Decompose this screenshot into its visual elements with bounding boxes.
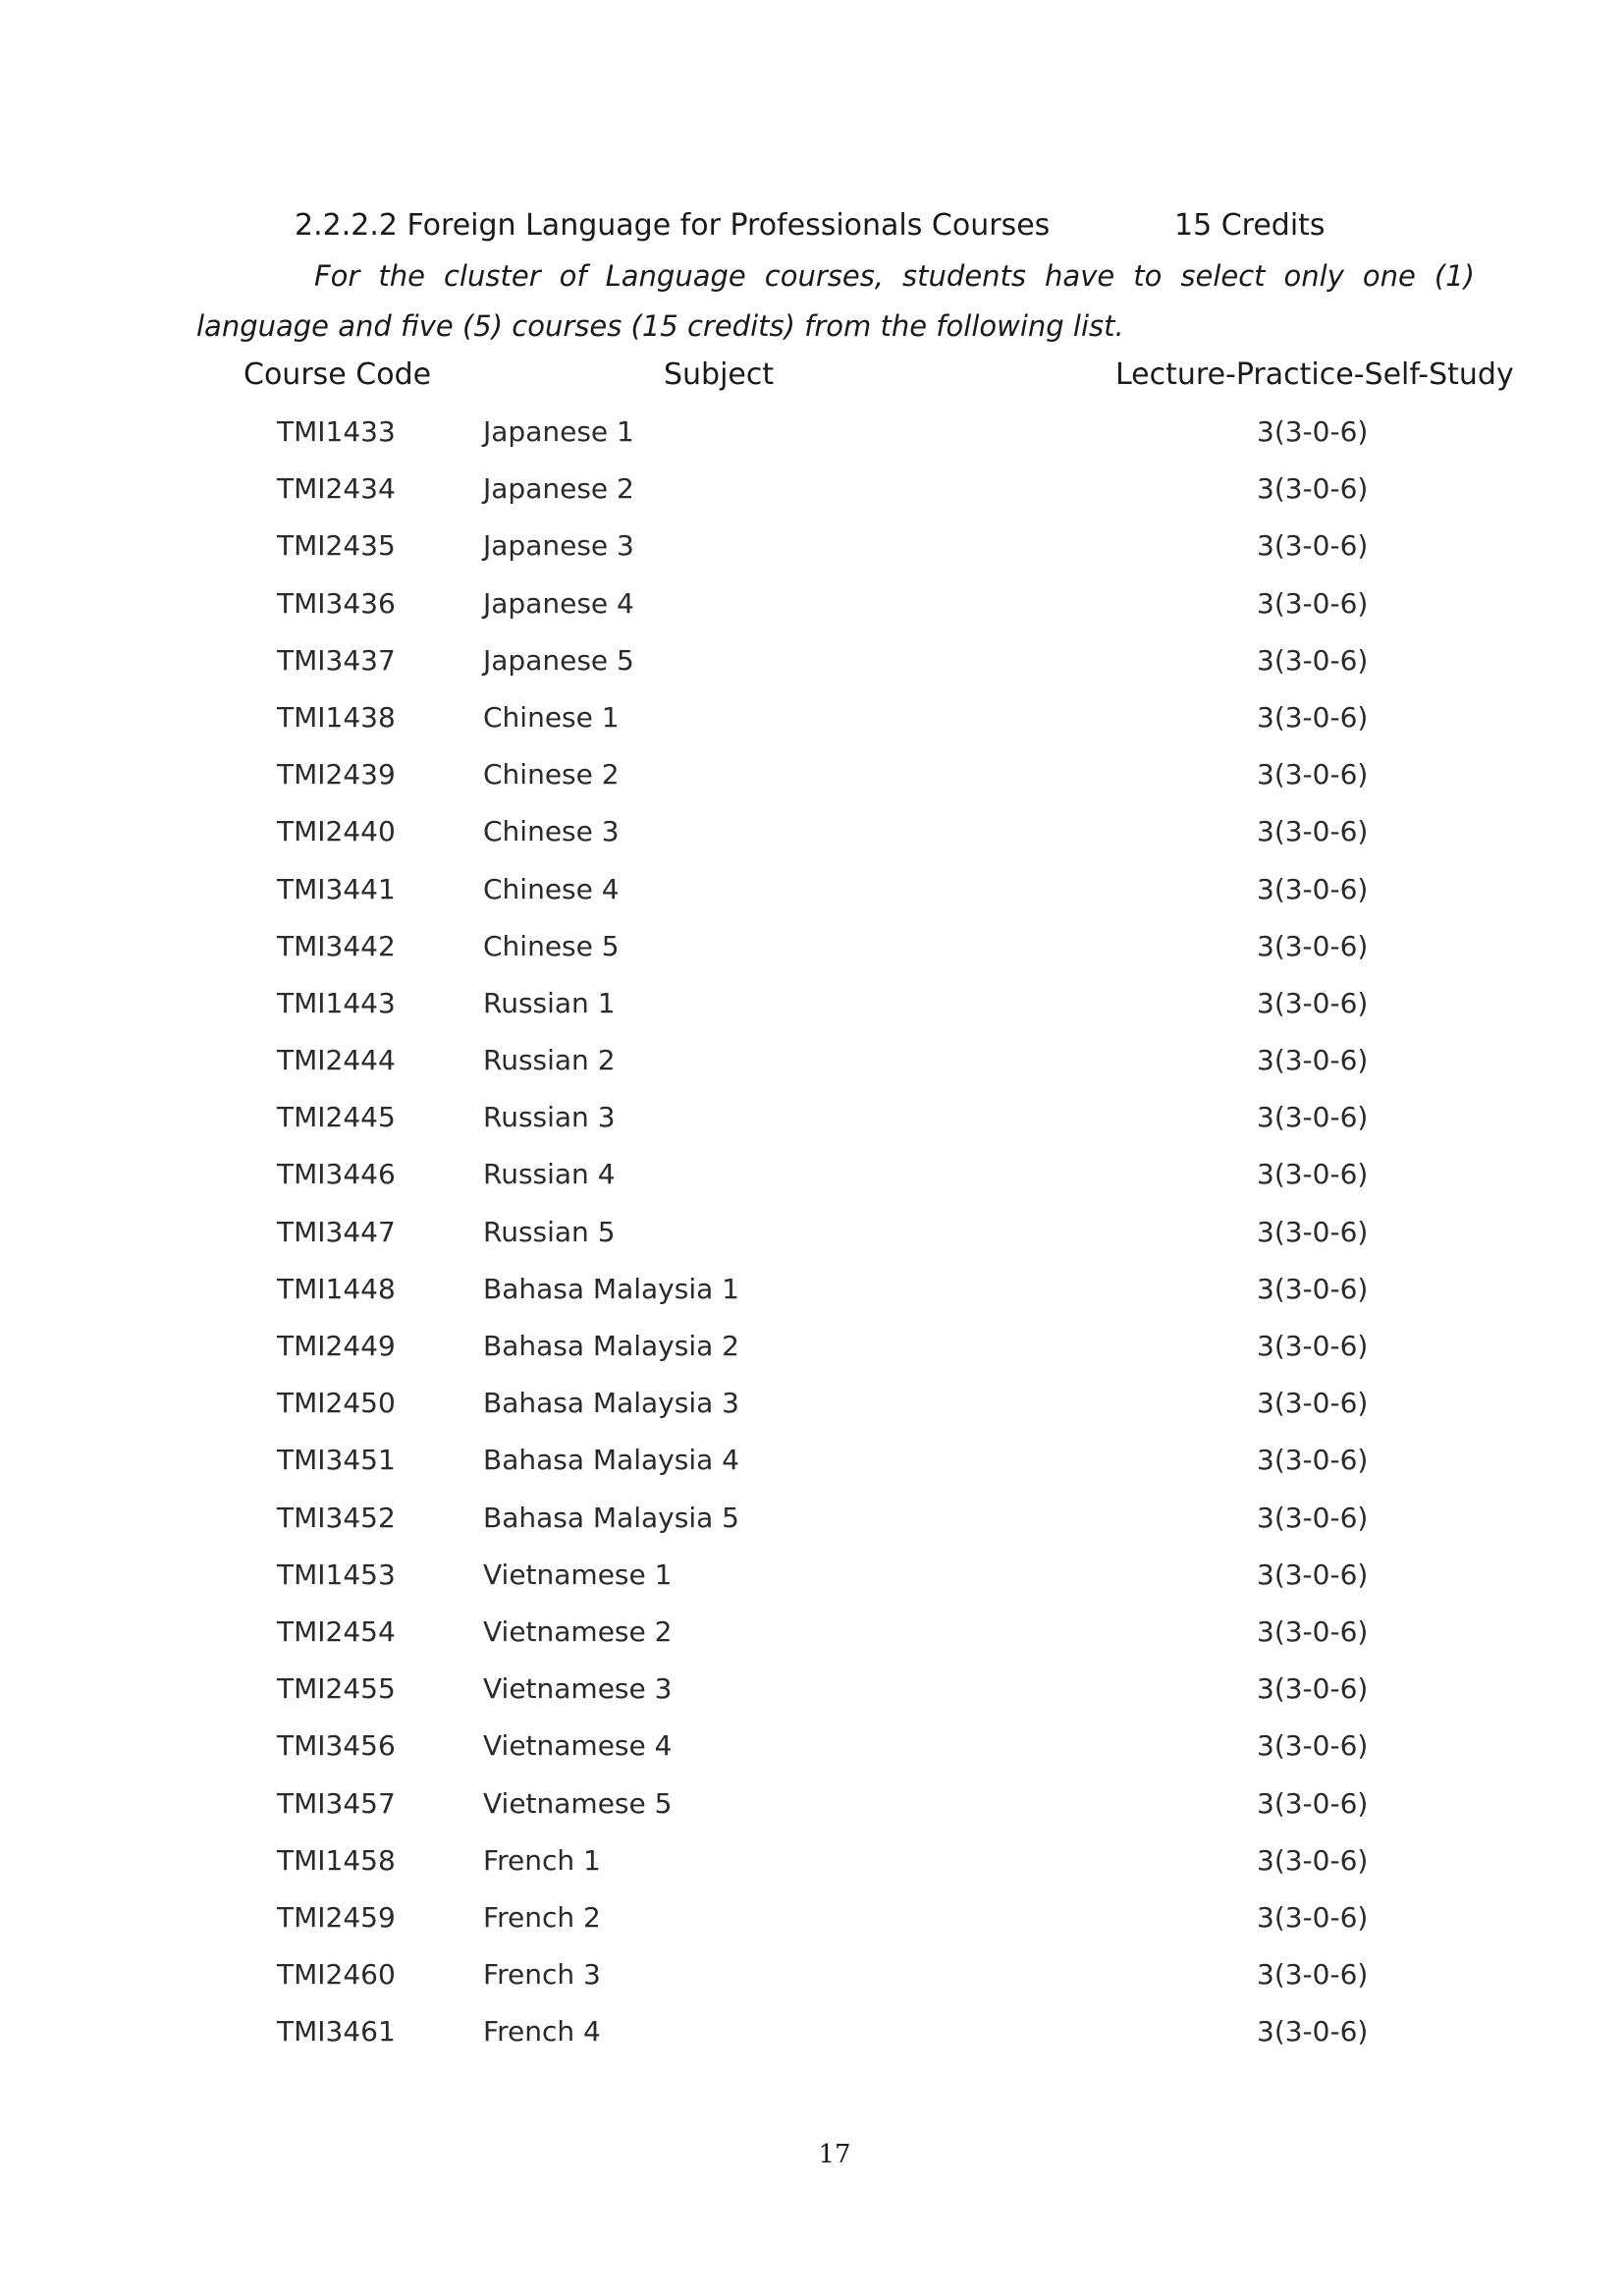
table-row <box>0 1724 1624 1781</box>
column-header-subject: Subject <box>664 357 775 392</box>
table-row <box>0 982 1624 1039</box>
table-row <box>0 1439 1624 1496</box>
course-lecture-practice-self-study: 3(3-0-6) <box>1257 1101 1369 1134</box>
course-subject: Chinese 1 <box>483 700 620 734</box>
course-subject: Vietnamese 5 <box>483 1786 673 1820</box>
section-heading <box>295 204 1335 247</box>
course-subject: Russian 1 <box>483 986 616 1019</box>
course-lecture-practice-self-study: 3(3-0-6) <box>1257 1501 1369 1534</box>
course-subject: Japanese 4 <box>483 586 634 620</box>
course-code: TMI2455 <box>277 1672 396 1706</box>
table-row <box>0 1611 1624 1667</box>
course-code: TMI3437 <box>277 643 396 677</box>
course-lecture-practice-self-study: 3(3-0-6) <box>1257 1786 1369 1820</box>
intro-line-2: language and five (5) courses (15 credits) from the following list. <box>196 309 1124 343</box>
course-lecture-practice-self-study: 3(3-0-6) <box>1257 872 1369 905</box>
course-code: TMI2440 <box>277 815 396 848</box>
course-code: TMI3436 <box>277 586 396 620</box>
table-row <box>0 1153 1624 1210</box>
course-code: TMI1433 <box>277 415 396 448</box>
course-subject: Bahasa Malaysia 5 <box>483 1501 739 1534</box>
course-lecture-practice-self-study: 3(3-0-6) <box>1257 1044 1369 1077</box>
course-code: TMI2459 <box>277 1900 396 1934</box>
course-subject: Chinese 4 <box>483 872 620 905</box>
course-subject: Bahasa Malaysia 2 <box>483 1330 739 1362</box>
course-lecture-practice-self-study: 3(3-0-6) <box>1257 586 1369 620</box>
course-lecture-practice-self-study: 3(3-0-6) <box>1257 1958 1369 1992</box>
table-row <box>0 1211 1624 1268</box>
course-code: TMI1448 <box>277 1272 396 1305</box>
course-code: TMI2450 <box>277 1387 396 1420</box>
course-code: TMI2435 <box>277 529 396 563</box>
table-row <box>0 1497 1624 1554</box>
course-code: TMI2454 <box>277 1614 396 1648</box>
course-code: TMI1443 <box>277 986 396 1019</box>
course-code: TMI3446 <box>277 1158 396 1191</box>
course-subject: Chinese 2 <box>483 758 620 792</box>
course-subject: French 2 <box>483 1900 601 1934</box>
course-lecture-practice-self-study: 3(3-0-6) <box>1257 1729 1369 1763</box>
course-lecture-practice-self-study: 3(3-0-6) <box>1257 529 1369 563</box>
course-subject: Bahasa Malaysia 4 <box>483 1444 739 1477</box>
course-lecture-practice-self-study: 3(3-0-6) <box>1257 700 1369 734</box>
course-code: TMI3457 <box>277 1786 396 1820</box>
section-credits: 15 Credits <box>1174 208 1326 243</box>
table-row <box>0 925 1624 982</box>
table-row <box>0 410 1624 467</box>
table-row <box>0 1896 1624 1953</box>
course-code: TMI3452 <box>277 1501 396 1534</box>
table-row <box>0 467 1624 524</box>
table-row <box>0 639 1624 696</box>
table-row <box>0 2010 1624 2067</box>
table-row <box>0 868 1624 925</box>
course-code: TMI3451 <box>277 1444 396 1477</box>
course-lecture-practice-self-study: 3(3-0-6) <box>1257 1558 1369 1591</box>
course-code: TMI3456 <box>277 1729 396 1763</box>
table-row <box>0 1096 1624 1153</box>
course-subject: Russian 3 <box>483 1101 616 1134</box>
course-lecture-practice-self-study: 3(3-0-6) <box>1257 1614 1369 1648</box>
table-row <box>0 1554 1624 1611</box>
course-subject: Japanese 1 <box>483 415 634 448</box>
intro-paragraph <box>196 251 1475 352</box>
table-row <box>0 524 1624 581</box>
table-row <box>0 582 1624 639</box>
course-subject: Vietnamese 4 <box>483 1729 673 1763</box>
course-lecture-practice-self-study: 3(3-0-6) <box>1257 2015 1369 2049</box>
course-code: TMI1458 <box>277 1843 396 1877</box>
course-subject: French 4 <box>483 2015 601 2049</box>
table-row <box>0 696 1624 753</box>
table-row <box>0 1782 1624 1839</box>
course-code: TMI2445 <box>277 1101 396 1134</box>
course-subject: Russian 5 <box>483 1215 616 1248</box>
course-lecture-practice-self-study: 3(3-0-6) <box>1257 1330 1369 1362</box>
course-code: TMI2434 <box>277 472 396 506</box>
column-header-course-code: Course Code <box>244 357 432 392</box>
column-header-lecture-practice-self-study: Lecture-Practice-Self-Study <box>1115 357 1514 392</box>
course-subject: Bahasa Malaysia 1 <box>483 1272 739 1305</box>
course-lecture-practice-self-study: 3(3-0-6) <box>1257 1444 1369 1477</box>
course-table <box>0 410 1624 2067</box>
course-lecture-practice-self-study: 3(3-0-6) <box>1257 1672 1369 1706</box>
page-number: 17 <box>818 2140 851 2169</box>
course-code: TMI2444 <box>277 1044 396 1077</box>
course-subject: Vietnamese 2 <box>483 1614 673 1648</box>
course-lecture-practice-self-study: 3(3-0-6) <box>1257 929 1369 962</box>
table-row <box>0 810 1624 867</box>
course-code: TMI3441 <box>277 872 396 905</box>
course-subject: Japanese 2 <box>483 472 634 506</box>
course-lecture-practice-self-study: 3(3-0-6) <box>1257 472 1369 506</box>
course-code: TMI2460 <box>277 1958 396 1992</box>
course-subject: Russian 2 <box>483 1044 616 1077</box>
table-row <box>0 753 1624 810</box>
course-subject: Japanese 3 <box>483 529 634 563</box>
table-row <box>0 1953 1624 2010</box>
course-code: TMI1438 <box>277 700 396 734</box>
course-code: TMI1453 <box>277 1558 396 1591</box>
course-lecture-practice-self-study: 3(3-0-6) <box>1257 815 1369 848</box>
table-row <box>0 1325 1624 1382</box>
course-subject: Japanese 5 <box>483 643 634 677</box>
course-lecture-practice-self-study: 3(3-0-6) <box>1257 1900 1369 1934</box>
course-code: TMI2449 <box>277 1330 396 1362</box>
course-lecture-practice-self-study: 3(3-0-6) <box>1257 1387 1369 1420</box>
table-row <box>0 1268 1624 1325</box>
course-lecture-practice-self-study: 3(3-0-6) <box>1257 643 1369 677</box>
course-lecture-practice-self-study: 3(3-0-6) <box>1257 1272 1369 1305</box>
course-code: TMI2439 <box>277 758 396 792</box>
table-row <box>0 1382 1624 1439</box>
table-row <box>0 1839 1624 1896</box>
course-subject: Bahasa Malaysia 3 <box>483 1387 739 1420</box>
course-code: TMI3447 <box>277 1215 396 1248</box>
course-lecture-practice-self-study: 3(3-0-6) <box>1257 986 1369 1019</box>
course-subject: French 1 <box>483 1843 601 1877</box>
course-subject: Vietnamese 3 <box>483 1672 673 1706</box>
course-lecture-practice-self-study: 3(3-0-6) <box>1257 1215 1369 1248</box>
course-subject: Chinese 5 <box>483 929 620 962</box>
course-code: TMI3461 <box>277 2015 396 2049</box>
intro-line-1: For the cluster of Language courses, students have to select only one (1) <box>314 259 1475 293</box>
course-subject: Vietnamese 1 <box>483 1558 673 1591</box>
table-row <box>0 1039 1624 1096</box>
course-subject: Chinese 3 <box>483 815 620 848</box>
course-lecture-practice-self-study: 3(3-0-6) <box>1257 1843 1369 1877</box>
course-lecture-practice-self-study: 3(3-0-6) <box>1257 758 1369 792</box>
course-subject: Russian 4 <box>483 1158 616 1191</box>
course-subject: French 3 <box>483 1958 601 1992</box>
table-row <box>0 1667 1624 1724</box>
section-title: 2.2.2.2 Foreign Language for Professionals Courses <box>295 208 1051 243</box>
course-lecture-practice-self-study: 3(3-0-6) <box>1257 415 1369 448</box>
course-code: TMI3442 <box>277 929 396 962</box>
course-lecture-practice-self-study: 3(3-0-6) <box>1257 1158 1369 1191</box>
